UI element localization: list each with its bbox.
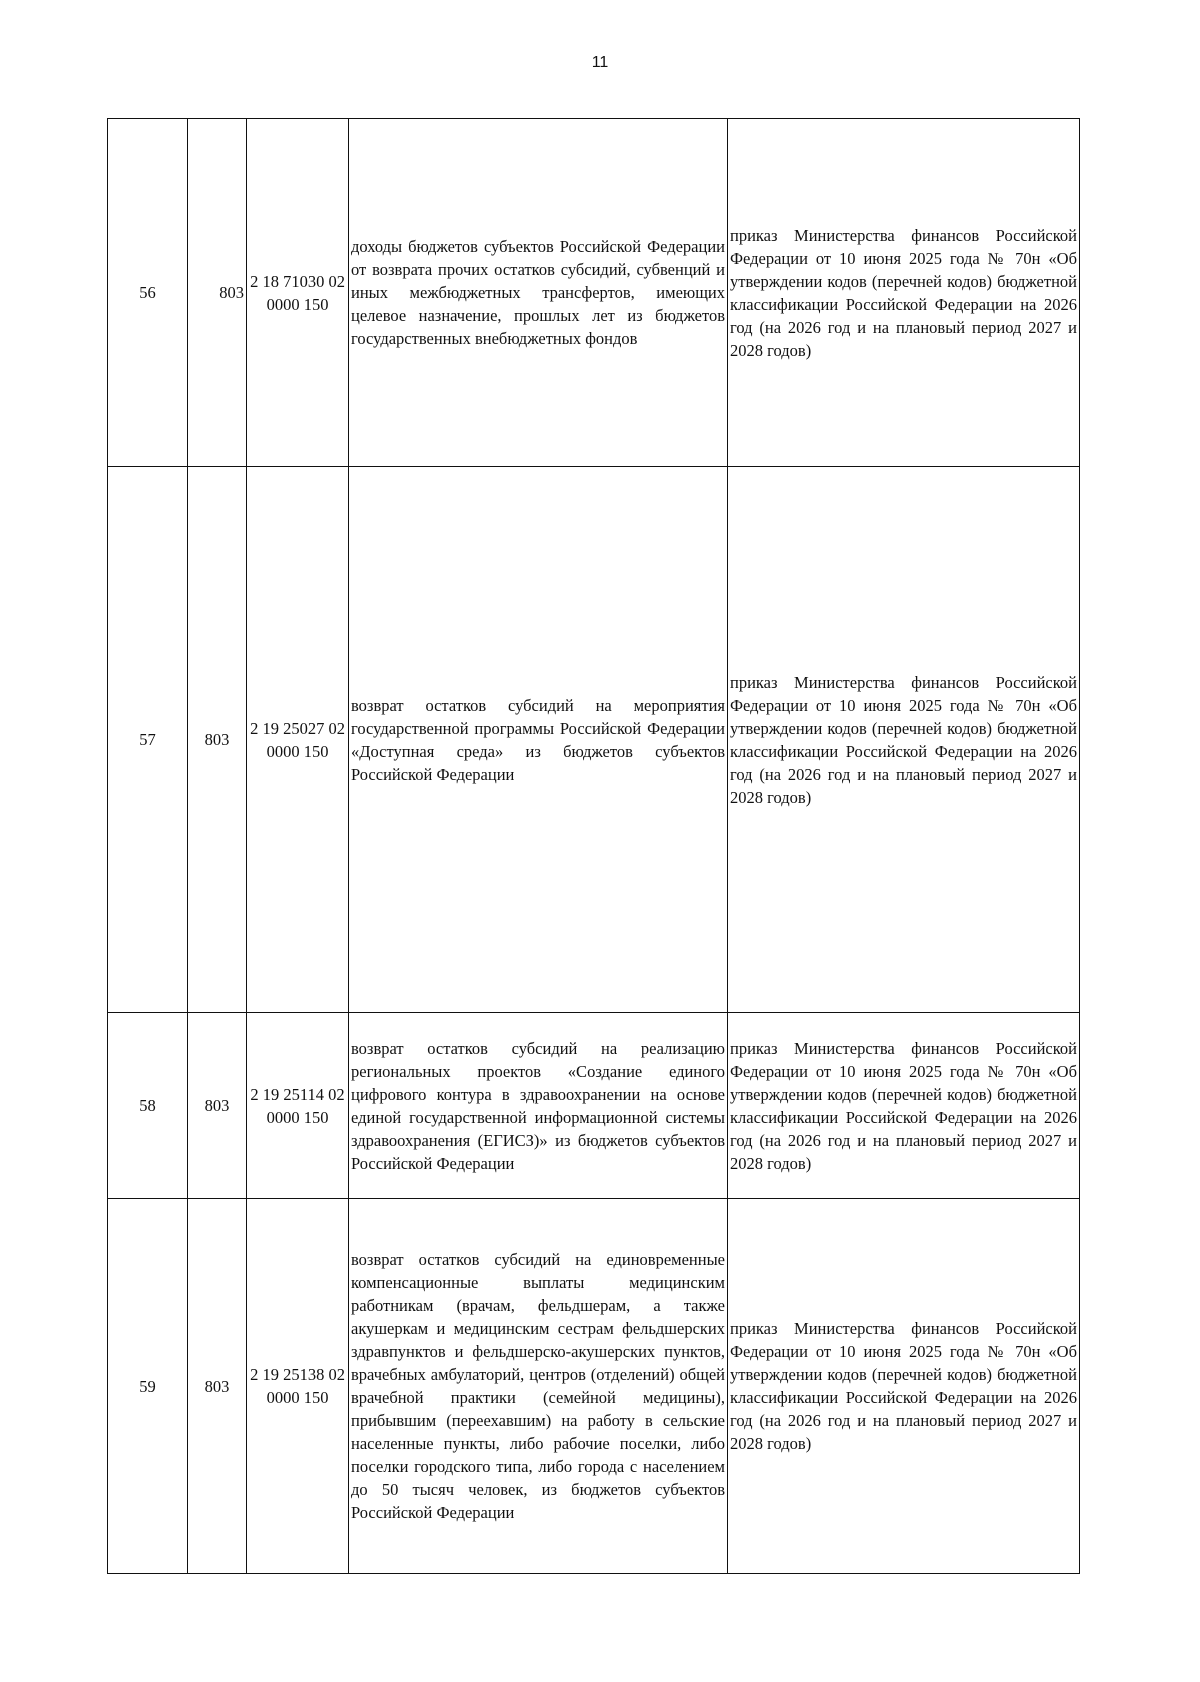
row-number: 57 — [108, 467, 188, 1013]
page-number: 11 — [591, 54, 609, 71]
legal-basis: приказ Министерства финансов Российской Федерации от 10 июня 2025 года № 70н «Об утверждении кодов (перечней кодов) бюджетной классификации Российской Федерации на 2026 год (на 2026 год и на плановый период 2027 и 2028 годов) — [728, 1013, 1080, 1199]
row-number: 58 — [108, 1013, 188, 1199]
revenue-description: возврат остатков субсидий на мероприятия государственной программы Российской Федерации «Доступная среда» из бюджетов субъектов Российской Федерации — [349, 467, 728, 1013]
budget-classification-code: 2 18 71030 02 0000 150 — [247, 119, 349, 467]
legal-basis: приказ Министерства финансов Российской Федерации от 10 июня 2025 года № 70н «Об утверждении кодов (перечней кодов) бюджетной классификации Российской Федерации на 2026 год (на 2026 год и на плановый период 2027 и 2028 годов) — [728, 1199, 1080, 1574]
row-number: 56 — [108, 119, 188, 467]
revenue-description: возврат остатков субсидий на единовременные компенсационные выплаты медицинским работникам (врачам, фельдшерам, а также акушеркам и медицинским сестрам фельдшерских здравпунктов и фельдшерско-акушерских пунктов, врачебных амбулаторий, центров (отделений) общей врачебной практики (семейной медицины), прибывшим (переехавшим) на работу в сельские населенные пункты, либо рабочие поселки, либо поселки городского типа, либо города с населением до 50 тысяч человек, из бюджетов субъектов Российской Федерации — [349, 1199, 728, 1574]
legal-basis: приказ Министерства финансов Российской Федерации от 10 июня 2025 года № 70н «Об утверждении кодов (перечней кодов) бюджетной классификации Российской Федерации на 2026 год (на 2026 год и на плановый период 2027 и 2028 годов) — [728, 467, 1080, 1013]
budget-classification-code: 2 19 25114 02 0000 150 — [247, 1013, 349, 1199]
table-row — [108, 1199, 1080, 1574]
table-row — [108, 467, 1080, 1013]
budget-codes-table — [107, 118, 1080, 1574]
admin-code: 803 — [188, 1199, 247, 1574]
budget-classification-code: 2 19 25138 02 0000 150 — [247, 1199, 349, 1574]
table-row — [108, 1013, 1080, 1199]
table-row — [108, 119, 1080, 467]
admin-code: 803 — [188, 467, 247, 1013]
revenue-description: доходы бюджетов субъектов Российской Федерации от возврата прочих остатков субсидий, субвенций и иных межбюджетных трансфертов, имеющих целевое назначение, прошлых лет из бюджетов государственных внебюджетных фондов — [349, 119, 728, 467]
revenue-description: возврат остатков субсидий на реализацию региональных проектов «Создание единого цифрового контура в здравоохранении на основе единой государственной информационной системы здравоохранения (ЕГИСЗ)» из бюджетов субъектов Российской Федерации — [349, 1013, 728, 1199]
budget-classification-code: 2 19 25027 02 0000 150 — [247, 467, 349, 1013]
admin-code: 803 — [188, 1013, 247, 1199]
row-number: 59 — [108, 1199, 188, 1574]
admin-code: 803 — [188, 119, 247, 467]
legal-basis: приказ Министерства финансов Российской Федерации от 10 июня 2025 года № 70н «Об утверждении кодов (перечней кодов) бюджетной классификации Российской Федерации на 2026 год (на 2026 год и на плановый период 2027 и 2028 годов) — [728, 119, 1080, 467]
